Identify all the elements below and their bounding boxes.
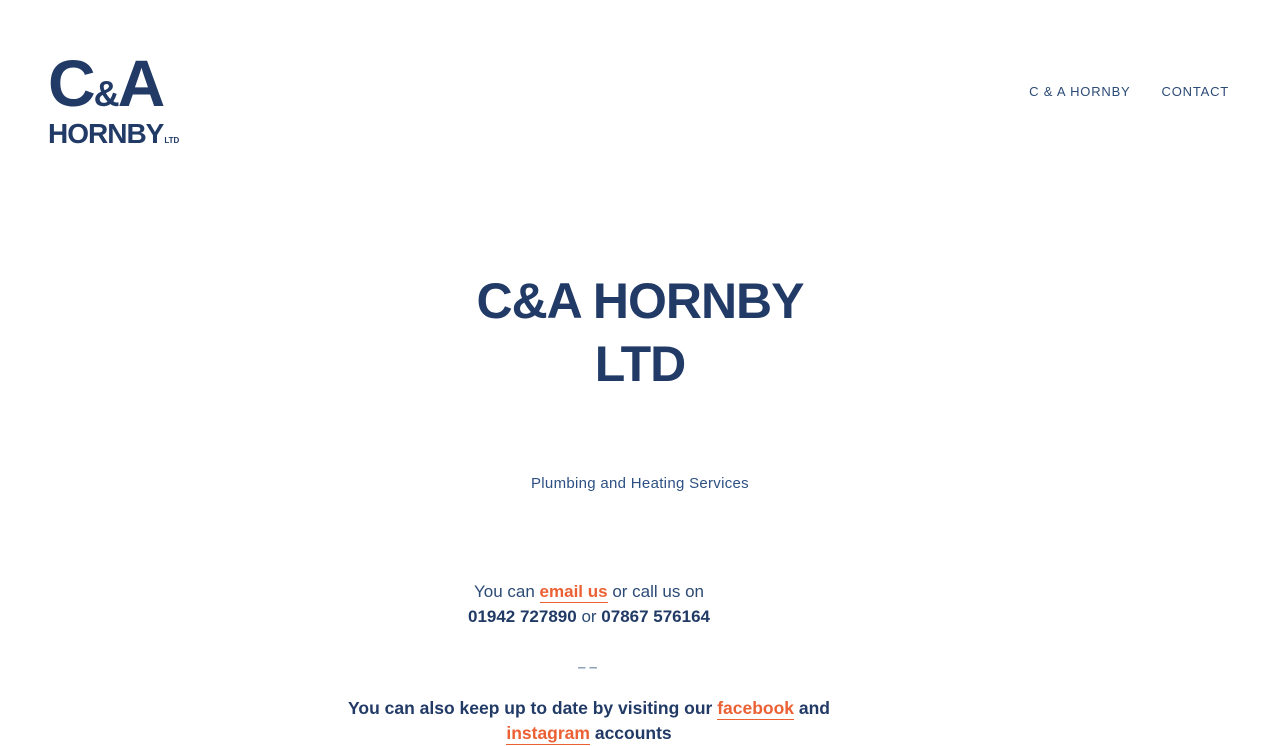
logo-letter-c: C: [48, 46, 93, 120]
logo[interactable]: [48, 46, 180, 150]
logo-bottom-row: [48, 118, 179, 150]
page-title: [0, 270, 1280, 396]
nav-link-home[interactable]: C & A HORNBY: [1029, 84, 1131, 99]
contact-line-email-suffix: or call us on: [607, 582, 704, 601]
phone-separator: or: [576, 607, 602, 626]
logo-word: HORNBY: [48, 118, 164, 149]
logo-letter-a: A: [117, 46, 163, 120]
instagram-link[interactable]: instagram: [506, 723, 590, 743]
nav-link-contact[interactable]: CONTACT: [1161, 84, 1229, 99]
page-title-line2: LTD: [594, 336, 686, 392]
contact-line-email-prefix: You can: [474, 582, 540, 601]
site-header: [0, 0, 1280, 150]
contact-line-email: [0, 579, 1229, 604]
logo-top-row: [48, 46, 179, 120]
contact-block: [0, 579, 1229, 746]
main-nav: [1029, 84, 1229, 99]
social-prefix: You can also keep up to date by visiting our: [348, 698, 718, 718]
phone-number-2: 07867 576164: [601, 607, 711, 626]
main-content: [0, 270, 1280, 746]
contact-line-phones: [0, 604, 1229, 629]
social-middle: and: [794, 698, 830, 718]
tagline: Plumbing and Heating Services: [531, 475, 749, 492]
logo-ampersand: &: [93, 73, 117, 114]
email-link[interactable]: email us: [539, 582, 608, 601]
facebook-link[interactable]: facebook: [717, 698, 795, 718]
page-title-line1: C&A HORNBY: [476, 273, 804, 329]
divider-dashes: ––: [577, 659, 601, 676]
logo-suffix: LTD: [164, 136, 180, 145]
phone-number-1: 01942 727890: [467, 607, 577, 626]
social-line: [329, 696, 849, 746]
social-suffix: accounts: [589, 723, 672, 743]
